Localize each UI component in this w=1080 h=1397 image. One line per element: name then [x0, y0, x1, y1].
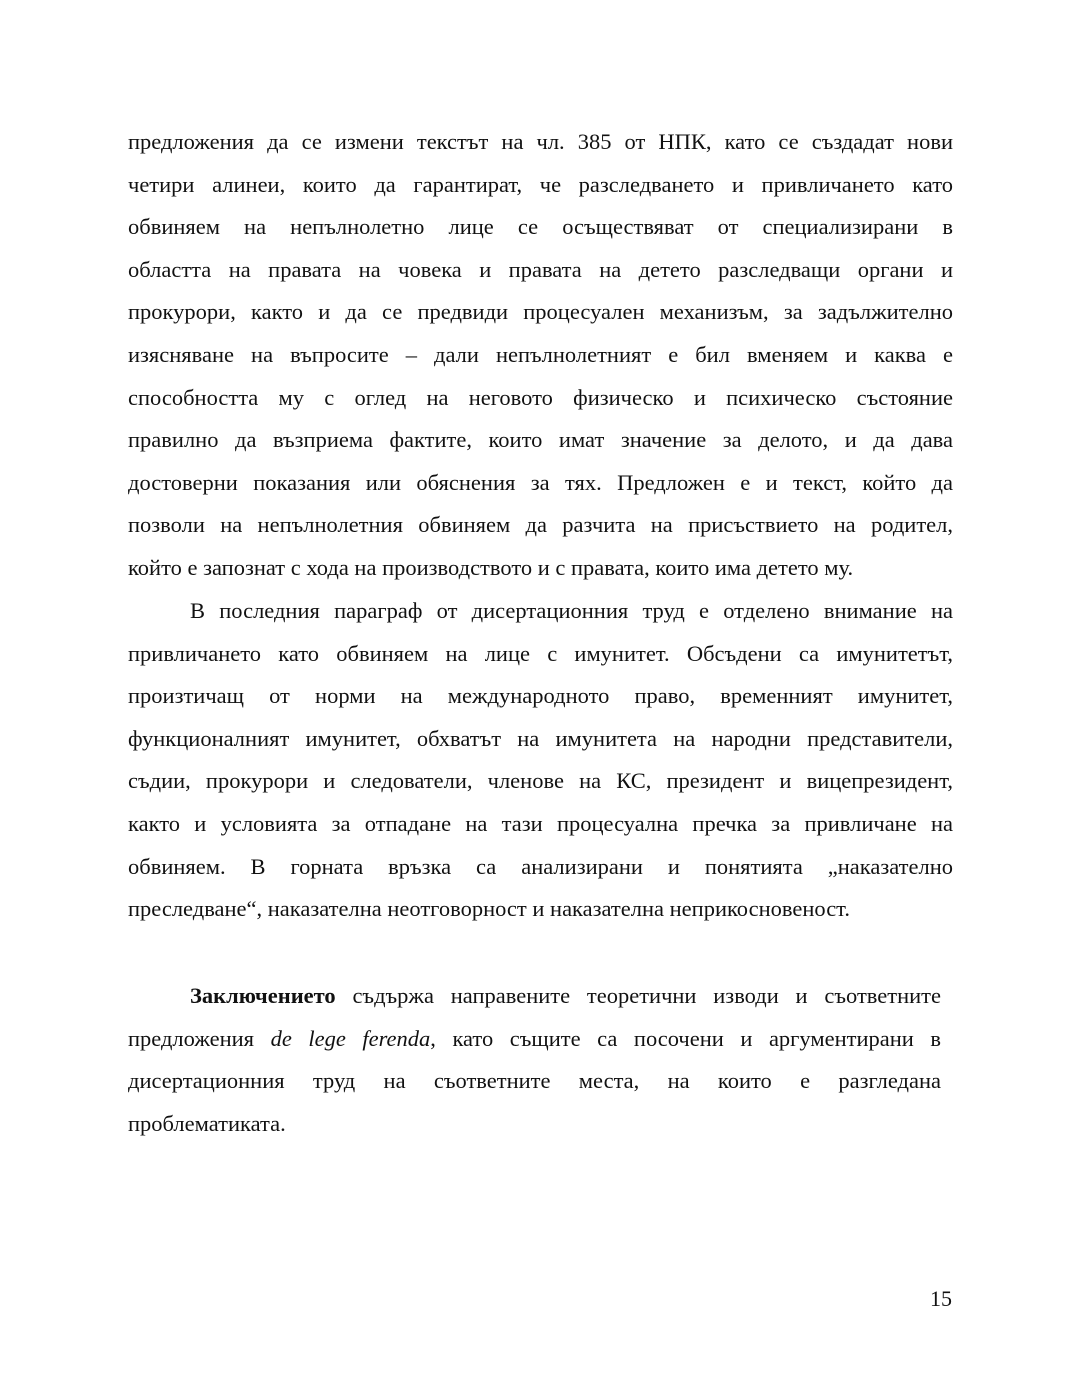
paragraph-conclusion [128, 975, 941, 1145]
conclusion-heading: Заключението [190, 983, 336, 1008]
text-line: както и условията за отпадане на тази процесуална пречка за привличане на [128, 810, 953, 836]
text-line: областта на правата на човека и правата на детето разследващи органи и [128, 256, 953, 282]
text-line: обвиняем. В горната връзка са анализирани и понятията „наказателно [128, 853, 953, 879]
paragraph-immunity-persons [128, 590, 953, 931]
text-line: четири алинеи, които да гарантират, че разследването и привличането като [128, 171, 953, 197]
text-line: привличането като обвиняем на лице с имунитет. Обсъдени са имунитетът, [128, 640, 953, 666]
text-line: произтичащ от норми на международното право, временният имунитет, [128, 683, 953, 709]
text-run: съдържа направените теоретични изводи и съответните [335, 983, 941, 1008]
text-line [128, 1018, 941, 1061]
text-line: изясняване на въпросите – дали непълнолетният е бил вменяем и каква е [128, 341, 953, 367]
latin-term: de lege ferenda [270, 1025, 431, 1051]
paragraph-immunity-minors [128, 121, 953, 590]
text-line: достоверни показания или обяснения за тях. Предложен е и текст, който да [128, 469, 953, 495]
text-line: обвиняем на непълнолетно лице се осъществяват от специализирани в [128, 214, 953, 240]
text-line [128, 975, 941, 1018]
text-line: преследване“, наказателна неотговорност и наказателна неприкосновеност. [128, 896, 850, 922]
text-line: прокурори, както и да се предвиди процесуален механизъм, за задължително [128, 299, 953, 325]
text-line: функционалният имунитет, обхватът на имунитета на народни представители, [128, 725, 953, 751]
text-line: който е запознат с хода на производството и с правата, които има детето му. [128, 554, 854, 580]
page-number: 15 [930, 1286, 952, 1311]
text-line: правилно да възприема фактите, които имат значение за делото, и да дава [128, 427, 953, 453]
text-line: позволи на непълнолетния обвиняем да разчита на присъствието на родител, [128, 512, 953, 538]
text-line: дисертационния труд на съответните места, на които е разгледана [128, 1068, 941, 1094]
text-line: способността му с оглед на неговото физическо и психическо състояние [128, 384, 953, 410]
text-line: В последния параграф от дисертационния труд е отделено внимание на [190, 598, 953, 623]
text-line: проблематиката. [128, 1110, 286, 1136]
text-run: предложения [128, 1025, 271, 1051]
text-line: предложения да се измени текстът на чл. 385 от НПК, като се създадат нови [128, 129, 953, 154]
text-run: , като същите са посочени и аргументирани в [430, 1025, 941, 1051]
text-line: съдии, прокурори и следователи, членове на КС, президент и вицепрезидент, [128, 768, 953, 794]
